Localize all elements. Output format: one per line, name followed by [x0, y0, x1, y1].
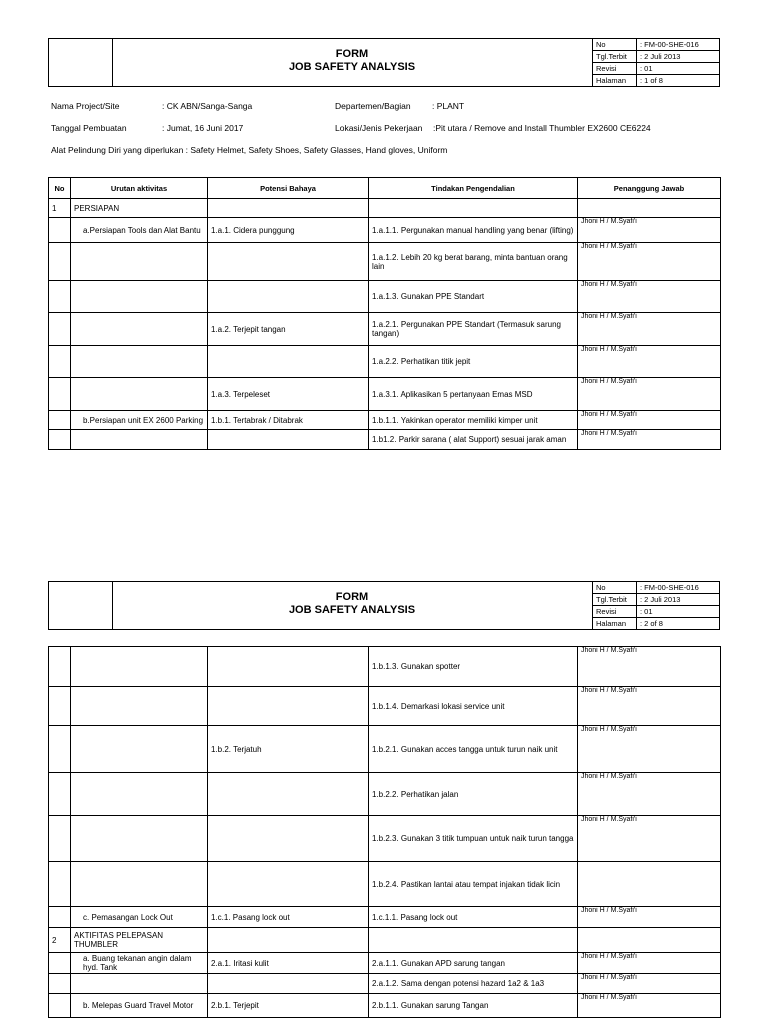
cell-activity [71, 687, 208, 726]
jsa-table-1 [48, 177, 721, 450]
form-title-line1: FORM [335, 48, 369, 60]
cell-responsible: Jhoni H / M.Syafi'i [578, 281, 721, 313]
cell-control: 1.b.1.1. Yakinkan operator memiliki kimper unit [369, 411, 578, 430]
cell-control: 1.b.2.1. Gunakan acces tangga untuk turun naik unit [369, 726, 578, 773]
col-header-no: No [49, 178, 71, 199]
date-value: : Jumat, 16 Juni 2017 [162, 123, 244, 133]
meta-label-no: No [596, 39, 637, 50]
cell-no [49, 346, 71, 378]
cell-responsible: Jhoni H / M.Syafi'i [578, 378, 721, 411]
cell-responsible: Jhoni H / M.Syafi'i [578, 994, 721, 1018]
cell-activity: b. Melepas Guard Travel Motor [71, 994, 208, 1018]
cell-no [49, 907, 71, 928]
cell-no [49, 816, 71, 862]
logo-box [49, 582, 113, 629]
cell-activity [71, 346, 208, 378]
cell-activity [71, 313, 208, 346]
cell-responsible: Jhoni H / M.Syafi'i [578, 647, 721, 687]
cell-hazard [208, 243, 369, 281]
cell-hazard [208, 281, 369, 313]
cell-responsible: Jhoni H / M.Syafi'i [578, 218, 721, 243]
form-title [112, 39, 593, 86]
cell-no [49, 974, 71, 994]
dept-label: Departemen/Bagian [335, 101, 411, 111]
cell-no: 1 [49, 199, 71, 218]
table-row [49, 243, 721, 281]
cell-hazard: 2.a.1. Iritasi kulit [208, 953, 369, 974]
cell-responsible: Jhoni H / M.Syafi'i [578, 816, 721, 862]
cell-hazard [208, 199, 369, 218]
meta-value-page: : 2 of 8 [640, 619, 663, 628]
cell-control: 1.a.3.1. Aplikasikan 5 pertanyaan Emas MSD [369, 378, 578, 411]
cell-responsible: Jhoni H / M.Syafi'i [578, 313, 721, 346]
table-row [49, 773, 721, 816]
jsa-table-2 [48, 646, 721, 1018]
cell-activity [71, 862, 208, 907]
table-row [49, 346, 721, 378]
cell-control: 1.b.2.2. Perhatikan jalan [369, 773, 578, 816]
table-row [49, 928, 721, 953]
cell-activity [71, 430, 208, 450]
form-header [48, 581, 720, 630]
cell-responsible: Jhoni H / M.Syafi'i [578, 430, 721, 450]
cell-activity: a. Buang tekanan angin dalam hyd. Tank [71, 953, 208, 974]
cell-control: 2.a.1.1. Gunakan APD sarung tangan [369, 953, 578, 974]
meta-label-date: Tgl.Terbit [596, 51, 637, 62]
cell-activity: PERSIAPAN [71, 199, 208, 218]
cell-no [49, 430, 71, 450]
cell-hazard: 1.a.2. Terjepit tangan [208, 313, 369, 346]
cell-control: 1.b1.2. Parkir sarana ( alat Support) sesuai jarak aman [369, 430, 578, 450]
cell-no [49, 726, 71, 773]
cell-no [49, 994, 71, 1018]
cell-control: 2.a.1.2. Sama dengan potensi hazard 1a2 & 1a3 [369, 974, 578, 994]
cell-activity [71, 647, 208, 687]
cell-responsible: Jhoni H / M.Syafi'i [578, 346, 721, 378]
cell-hazard: 1.a.1. Cidera punggung [208, 218, 369, 243]
table-header-row [49, 178, 721, 199]
cell-control: 2.b.1.1. Gunakan sarung Tangan [369, 994, 578, 1018]
table-row [49, 907, 721, 928]
form-title [112, 582, 593, 629]
table-row [49, 953, 721, 974]
cell-control: 1.c.1.1. Pasang lock out [369, 907, 578, 928]
cell-hazard [208, 974, 369, 994]
meta-value-no: : FM-00-SHE-016 [640, 583, 699, 592]
meta-value-date: : 2 Juli 2013 [640, 595, 681, 604]
cell-activity [71, 243, 208, 281]
table-row [49, 862, 721, 907]
cell-activity [71, 281, 208, 313]
table-row [49, 378, 721, 411]
cell-hazard [208, 773, 369, 816]
meta-value-date: : 2 Juli 2013 [640, 52, 681, 61]
location-value: :Pit utara / Remove and Install Thumbler EX2600 CE6224 [433, 123, 651, 133]
cell-responsible: Jhoni H / M.Syafi'i [578, 687, 721, 726]
table-row [49, 726, 721, 773]
cell-activity [71, 773, 208, 816]
meta-label-no: No [596, 582, 637, 593]
cell-control: 1.a.2.2. Perhatikan titik jepit [369, 346, 578, 378]
cell-hazard [208, 430, 369, 450]
meta-value-revision: : 01 [640, 607, 653, 616]
cell-activity [71, 816, 208, 862]
cell-responsible: Jhoni H / M.Syafi'i [578, 243, 721, 281]
location-label: Lokasi/Jenis Pekerjaan [335, 123, 423, 133]
table-row [49, 313, 721, 346]
form-meta [593, 582, 719, 629]
cell-responsible [578, 928, 721, 953]
project-label: Nama Project/Site [51, 101, 120, 111]
meta-label-date: Tgl.Terbit [596, 594, 637, 605]
cell-hazard: 1.a.3. Terpeleset [208, 378, 369, 411]
cell-responsible: Jhoni H / M.Syafi'i [578, 953, 721, 974]
cell-control: 1.b.1.3. Gunakan spotter [369, 647, 578, 687]
table-row [49, 411, 721, 430]
cell-hazard [208, 346, 369, 378]
project-value: : CK ABN/Sanga-Sanga [162, 101, 253, 111]
cell-hazard: 1.c.1. Pasang lock out [208, 907, 369, 928]
cell-hazard [208, 928, 369, 953]
meta-value-revision: : 01 [640, 64, 653, 73]
cell-no [49, 773, 71, 816]
form-title-line2: JOB SAFETY ANALYSIS [288, 604, 416, 616]
col-header-control: Tindakan Pengendalian [369, 178, 578, 199]
cell-no [49, 687, 71, 726]
table-row [49, 647, 721, 687]
form-meta [593, 39, 719, 86]
cell-hazard: 2.b.1. Terjepit [208, 994, 369, 1018]
cell-hazard [208, 687, 369, 726]
cell-control: 1.a.1.2. Lebih 20 kg berat barang, minta bantuan orang lain [369, 243, 578, 281]
table-row [49, 816, 721, 862]
cell-control: 1.a.2.1. Pergunakan PPE Standart (Termasuk sarung tangan) [369, 313, 578, 346]
cell-no [49, 411, 71, 430]
cell-activity [71, 974, 208, 994]
cell-hazard: 1.b.2. Terjatuh [208, 726, 369, 773]
cell-no [49, 313, 71, 346]
date-label: Tanggal Pembuatan [51, 123, 127, 133]
meta-label-page: Halaman [596, 618, 637, 629]
cell-responsible: Jhoni H / M.Syafi'i [578, 411, 721, 430]
meta-value-page: : 1 of 8 [640, 76, 663, 85]
cell-responsible: Jhoni H / M.Syafi'i [578, 974, 721, 994]
logo-box [49, 39, 113, 86]
table-row [49, 281, 721, 313]
cell-no: 2 [49, 928, 71, 953]
dept-value: : PLANT [432, 101, 465, 111]
cell-no [49, 218, 71, 243]
cell-hazard: 1.b.1. Tertabrak / Ditabrak [208, 411, 369, 430]
cell-activity [71, 726, 208, 773]
cell-hazard [208, 647, 369, 687]
cell-activity: c. Pemasangan Lock Out [71, 907, 208, 928]
cell-control: 1.a.1.3. Gunakan PPE Standart [369, 281, 578, 313]
form-title-line2: JOB SAFETY ANALYSIS [288, 61, 416, 73]
cell-activity: AKTIFITAS PELEPASAN THUMBLER [71, 928, 208, 953]
cell-responsible [578, 199, 721, 218]
cell-no [49, 647, 71, 687]
ppe-line: Alat Pelindung Diri yang diperlukan : Safety Helmet, Safety Shoes, Safety Glasses, Hand gloves, Uniform [51, 145, 448, 155]
table-row [49, 218, 721, 243]
meta-value-no: : FM-00-SHE-016 [640, 40, 699, 49]
form-title-line1: FORM [335, 591, 369, 603]
meta-label-revision: Revisi [596, 63, 637, 74]
cell-no [49, 862, 71, 907]
cell-activity: a.Persiapan Tools dan Alat Bantu [71, 218, 208, 243]
cell-hazard [208, 862, 369, 907]
cell-no [49, 953, 71, 974]
cell-hazard [208, 816, 369, 862]
cell-responsible: Jhoni H / M.Syafi'i [578, 726, 721, 773]
meta-label-revision: Revisi [596, 606, 637, 617]
cell-control: 1.b.2.4. Pastikan lantai atau tempat injakan tidak licin [369, 862, 578, 907]
table-row [49, 199, 721, 218]
cell-control [369, 928, 578, 953]
cell-responsible: Jhoni H / M.Syafi'i [578, 773, 721, 816]
cell-control: 1.a.1.1. Pergunakan manual handling yang benar (lifting) [369, 218, 578, 243]
cell-no [49, 281, 71, 313]
cell-responsible [578, 862, 721, 907]
meta-label-page: Halaman [596, 75, 637, 86]
table-row [49, 994, 721, 1018]
cell-control: 1.b.2.3. Gunakan 3 titik tumpuan untuk naik turun tangga [369, 816, 578, 862]
col-header-hazard: Potensi Bahaya [208, 178, 369, 199]
table-row [49, 687, 721, 726]
form-header [48, 38, 720, 87]
col-header-activity: Urutan aktivitas [71, 178, 208, 199]
cell-no [49, 378, 71, 411]
table-row [49, 430, 721, 450]
cell-activity [71, 378, 208, 411]
col-header-responsible: Penanggung Jawab [578, 178, 721, 199]
cell-responsible: Jhoni H / M.Syafi'i [578, 907, 721, 928]
cell-activity: b.Persiapan unit EX 2600 Parking [71, 411, 208, 430]
cell-control [369, 199, 578, 218]
cell-control: 1.b.1.4. Demarkasi lokasi service unit [369, 687, 578, 726]
table-row [49, 974, 721, 994]
cell-no [49, 243, 71, 281]
